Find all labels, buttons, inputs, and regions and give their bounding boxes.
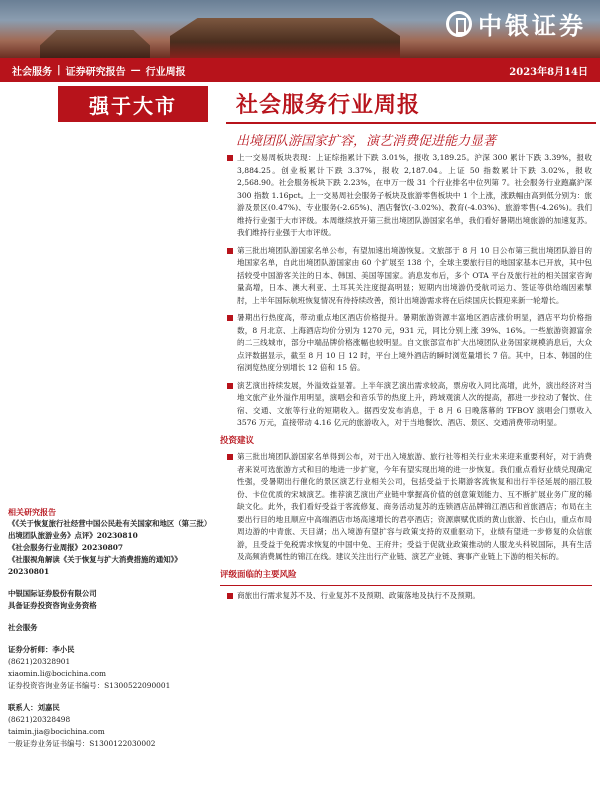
org-qualification: 具备证券投资咨询业务资格 [8, 601, 97, 610]
contact-phone: (8621)20328498 [8, 715, 71, 724]
brand [446, 6, 586, 41]
report-subtype-label: 行业周报 [145, 66, 186, 78]
sidebar [8, 506, 216, 750]
header-banner [0, 0, 600, 58]
page-title: 社会服务行业周报 [236, 92, 421, 118]
category-label: 社会服务 [12, 66, 52, 78]
title-divider [226, 122, 596, 124]
spacer [8, 634, 216, 644]
contact-email[interactable]: taimin.jia@bocichina.com [8, 727, 105, 736]
contact-cert: 一般证券业务证书编号：S1300122030002 [8, 739, 156, 748]
related-report-link[interactable]: 《社服视角解读《关于恢复与扩大消费措施的通知》》20230801 [8, 555, 182, 576]
risk-text: 商旅出行需求复苏不及、行业复苏不及预期、政策落地及执行不及预期。 [226, 590, 592, 603]
bank-logo-icon [446, 11, 472, 37]
brand-name: 中银证券 [478, 11, 586, 40]
related-report-link[interactable]: 《《关于恢复旅行社经营中国公民赴有关国家和地区（第三批）出境团队旅游业务》点评》20230810 [8, 519, 212, 540]
related-reports-heading: 相关研究报告 [8, 507, 56, 517]
sector-label: 社会服务 [8, 623, 38, 632]
separator: | [57, 64, 61, 76]
report-type-label: 证券研究报告 [65, 66, 126, 78]
page-subtitle: 出境团队游国家扩容，演艺消费促进能力显著 [236, 134, 497, 149]
report-subbar [0, 58, 600, 82]
analyst-phone: (8621)20328901 [8, 657, 71, 666]
palace-illustration [170, 18, 400, 58]
analyst-cert: 证券投资咨询业务证书编号：S1300522090001 [8, 681, 171, 690]
main-content [220, 152, 592, 608]
contact-label: 联系人：刘嘉民 [8, 703, 60, 712]
summary-bullet: 第三批出境团队游国家名单公布，有望加速出境游恢复。文旅部于 8 月 10 日公布第三批出境团队游目的地国家名单，自此出境团队游国家由 60 个扩展至 138 个，全球主要旅行目的地国家基本已开放，其中包括较受中国游客关注的日本、韩国、美国等国家。消息发布后，多个 OTA 平台及旅行社的相关国家咨询量高增，日本、澳大利亚、土耳其关注度提高明显；短期内出境游仍受航司运力、签证等供给端因素掣肘，上半年国际航班恢复情况有待持续改善，预计出境游需求将在后续国庆长假迎来新一轮增长。 [226, 245, 592, 308]
summary-bullet: 演艺演出持续发展，外溢效益显著。上半年演艺演出需求较高，票房收入同比高增，此外，演出经济对当地文旅产业外溢作用明显，演唱会和音乐节的热度上升，跨域观演人次的提高，都进一步拉动了餐饮、住宿、交通、文旅等行业的短期收入。据西安发布消息，于 8 月 6 日晚落幕的 TFBOY 演唱会门票收入 3576 万元，直接带动 4.16 亿元的旅游收入，对于当地餐饮、酒店、景区、交通消费带动明显。 [226, 380, 592, 430]
analyst-email[interactable]: xiaomin.li@bocichina.com [8, 669, 107, 678]
risk-heading: 评级面临的主要风险 [220, 569, 297, 580]
spacer [8, 692, 216, 702]
investment-text: 第三批出境团队游国家名单得到公布，对于出入境旅游、旅行社等相关行业未来迎来重要利好，对于消费者来说可选旅游方式和目的地进一步扩宽，今年有望实现出境的进一步恢复。我们重点看好业绩兑现确定性强，受暑期出行催化的景区演艺行业相关公司，包括受益于长期游客流恢复和出行半径延展的丽江股份、卡位优质的宋城演艺。推荐演艺演出产业链中掌握高价值的创意策划能力、互不断扩展业务广度的稀缺文化。此外，我们看好受益于客流修复、商务活动复苏的连锁酒店品牌锦江酒店和首旅酒店；布局在主要出行目的地且顺应中高端酒店市场高速增长的君亭酒店；资源禀赋优质的黄山旅游、长白山，重点布局周边游的中青旅、天目湖；出入境游有望扩容与政策支持的双重驱动下，业绩有望进一步修复的众信旅游，且受益于免税需求恢复的中国中免、王府井；受益于促就业政策推动的人服龙头科锐国际，具有生活及高频消费属性的锦江在线。建议关注出行产业链、演艺产业链、赛事产业链上下游的相关标的。 [226, 451, 592, 564]
spacer [8, 612, 216, 622]
investment-heading: 投资建议 [220, 435, 255, 446]
spacer [8, 578, 216, 588]
separator: — [130, 64, 141, 76]
org-name: 中银国际证券股份有限公司 [8, 589, 97, 598]
report-date: 2023年8月14日 [509, 66, 588, 78]
palace-illustration-left [40, 30, 150, 58]
summary-bullet: 暑期出行热度高，带动重点地区酒店价格提升。暑期旅游资源丰富地区酒店涨价明显，酒店平均价格指数，8 月北京、上海酒店均价分别为 1270 元，931 元，同比分别上涨 39%、16%。一些旅游资源富余的二三线城市，部分中端品牌价格涨幅也较明显。自文旅部宣布扩大出境团队业务国家规模消息后，大众点评数据显示，截至 8 月 10 日 12 时，平台上境外酒店的瞬时浏览量增长 7 倍。其中，日本、韩国的住宿浏览热度分别增长 12 倍和 15 倍。 [226, 312, 592, 375]
analyst-label: 证券分析师：李小民 [8, 645, 75, 654]
summary-bullet: 上一交易周板块表现：上证综指累计下跌 3.01%，报收 3,189.25。沪深 300 累计下跌 3.39%，报收 3,884.25。创业板累计下跌 3.37%，报收 2,187.04。上证 50 指数累计下跌 3.02%，报收 2,568.90。社会服务板块下跌 2.23%，在申万一级 31 个行业排名中位列第 7。社会服务行业跑赢沪深 300 指数 1.16pct。上一交易周社会服务子板块及旅游零售板块中 1 个上涨，涨跌幅由高到低分别为：旅游及景区(0.47%)、专业服务(-2.65%)、酒店餐饮(-3.02%)、教育(-4.03%)、旅游零售(-4.26%)。我们维持行业强于大市评级。本周继续放开第三批出境团队游国家名单，我们看好暑期出境旅游的加速复苏。我们维持行业强于大市评级。 [226, 152, 592, 240]
related-report-link[interactable]: 《社会服务行业周报》20230807 [8, 543, 124, 552]
risk-divider [220, 585, 592, 586]
rating-badge: 强于大市 [58, 86, 208, 122]
